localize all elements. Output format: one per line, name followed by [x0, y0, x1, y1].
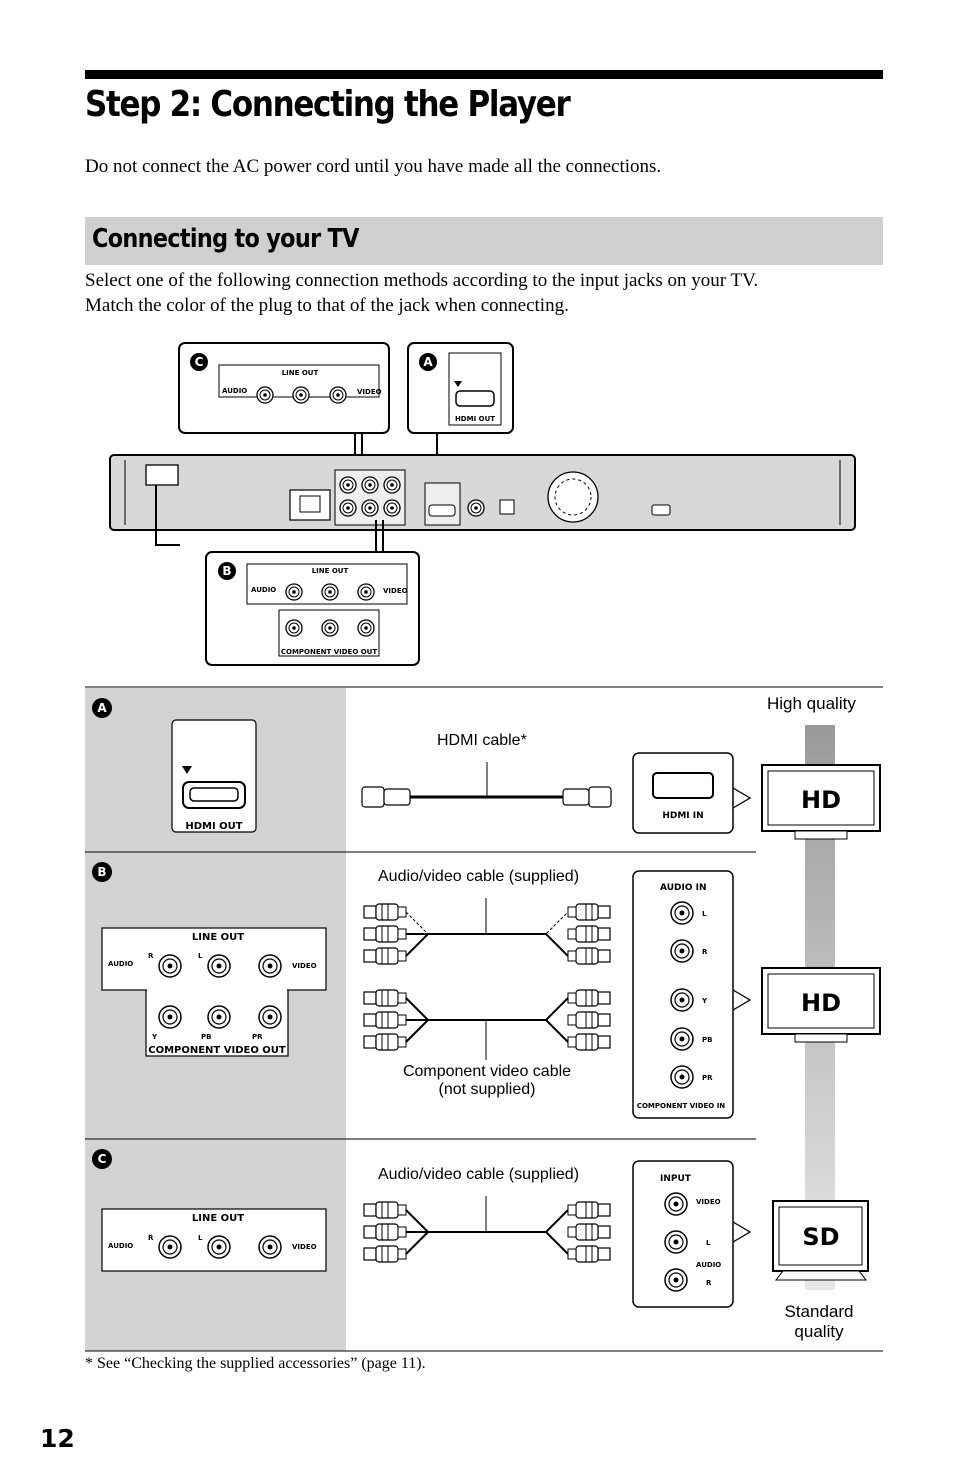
row-c-in-l: L — [706, 1239, 711, 1247]
badge-a: A — [423, 355, 433, 369]
row-b-badge: B — [97, 865, 107, 879]
row-b-y: Y — [152, 1033, 158, 1041]
component-cable-label — [387, 1063, 587, 1099]
row-b-in-r: R — [702, 948, 708, 956]
av-cable-c-label: Audio/video cable (supplied) — [378, 1166, 580, 1183]
callout-a-hdmi-out: HDMI OUT — [454, 415, 496, 423]
row-b-r: R — [148, 952, 154, 960]
row-b-pb: PB — [201, 1033, 212, 1041]
row-c-in-r: R — [706, 1279, 712, 1287]
callout-c-line-out: LINE OUT — [281, 369, 319, 377]
row-b-pr: PR — [252, 1033, 263, 1041]
callout-c-video: VIDEO — [357, 388, 382, 396]
row-c-badge: C — [97, 1152, 107, 1166]
badge-b: B — [222, 564, 232, 578]
hdmi-cable-label: HDMI cable* — [437, 732, 527, 749]
footnote: * See “Checking the supplied accessories” (page 11). — [85, 1355, 426, 1372]
callout-a — [408, 343, 513, 433]
callout-b-line-out: LINE OUT — [311, 567, 349, 575]
row-a-hdmi-out: HDMI OUT — [185, 821, 243, 832]
section-title: Connecting to your TV — [92, 224, 359, 254]
callout-b-video: VIDEO — [383, 587, 408, 595]
row-a-badge: A — [97, 701, 107, 715]
tv-sd: SD — [802, 1223, 840, 1251]
row-b-video: VIDEO — [292, 962, 317, 970]
row-b-audio: AUDIO — [108, 960, 134, 968]
row-b-in-y: Y — [702, 997, 708, 1005]
standard-quality-line: quality — [794, 1322, 844, 1341]
row-b-in-pr: PR — [702, 1074, 713, 1082]
paragraph-line: Match the color of the plug to that of the jack when connecting. — [85, 295, 569, 316]
tv-hd-1: HD — [800, 786, 842, 814]
row-b-l: L — [198, 952, 203, 960]
row-c-r: R — [148, 1234, 154, 1242]
row-c-audio: AUDIO — [108, 1242, 134, 1250]
page-title: Step 2: Connecting the Player — [85, 84, 570, 125]
paragraph-line: Select one of the following connection methods according to the input jacks on your TV. — [85, 270, 759, 291]
callout-c-audio: AUDIO — [222, 387, 248, 395]
player-rear-panel — [110, 455, 855, 545]
callout-b-component: COMPONENT VIDEO OUT — [280, 648, 378, 656]
row-c-l: L — [198, 1234, 203, 1242]
row-c-in-audio: AUDIO — [696, 1261, 722, 1269]
row-c-video: VIDEO — [292, 1243, 317, 1251]
row-c-input: INPUT — [660, 1174, 691, 1184]
tv-hd-2: HD — [800, 989, 842, 1017]
row-b-in-l: L — [702, 910, 707, 918]
standard-quality-label — [770, 1302, 868, 1342]
high-quality-label: High quality — [767, 694, 856, 713]
row-c-line-out: LINE OUT — [191, 1213, 245, 1224]
intro-text: Do not connect the AC power cord until you have made all the connections. — [85, 156, 662, 177]
badge-c: C — [194, 355, 204, 369]
component-cable-line: (not supplied) — [438, 1081, 536, 1098]
page-number: 12 — [40, 1424, 75, 1453]
row-a-hdmi-in: HDMI IN — [662, 811, 704, 821]
standard-quality-line: Standard — [784, 1302, 854, 1321]
row-b-audio-in: AUDIO IN — [660, 883, 707, 893]
callout-c — [179, 343, 389, 433]
component-cable-line: Component video cable — [402, 1063, 572, 1080]
row-b-line-out: LINE OUT — [191, 932, 245, 943]
callout-b — [206, 552, 419, 665]
row-b-component-in: COMPONENT VIDEO IN — [636, 1102, 726, 1110]
row-b-component-out: COMPONENT VIDEO OUT — [148, 1045, 286, 1056]
av-cable-b-label: Audio/video cable (supplied) — [378, 868, 580, 885]
row-b-in-pb: PB — [702, 1036, 713, 1044]
callout-b-audio: AUDIO — [251, 586, 277, 594]
row-c-in-video: VIDEO — [696, 1198, 721, 1206]
